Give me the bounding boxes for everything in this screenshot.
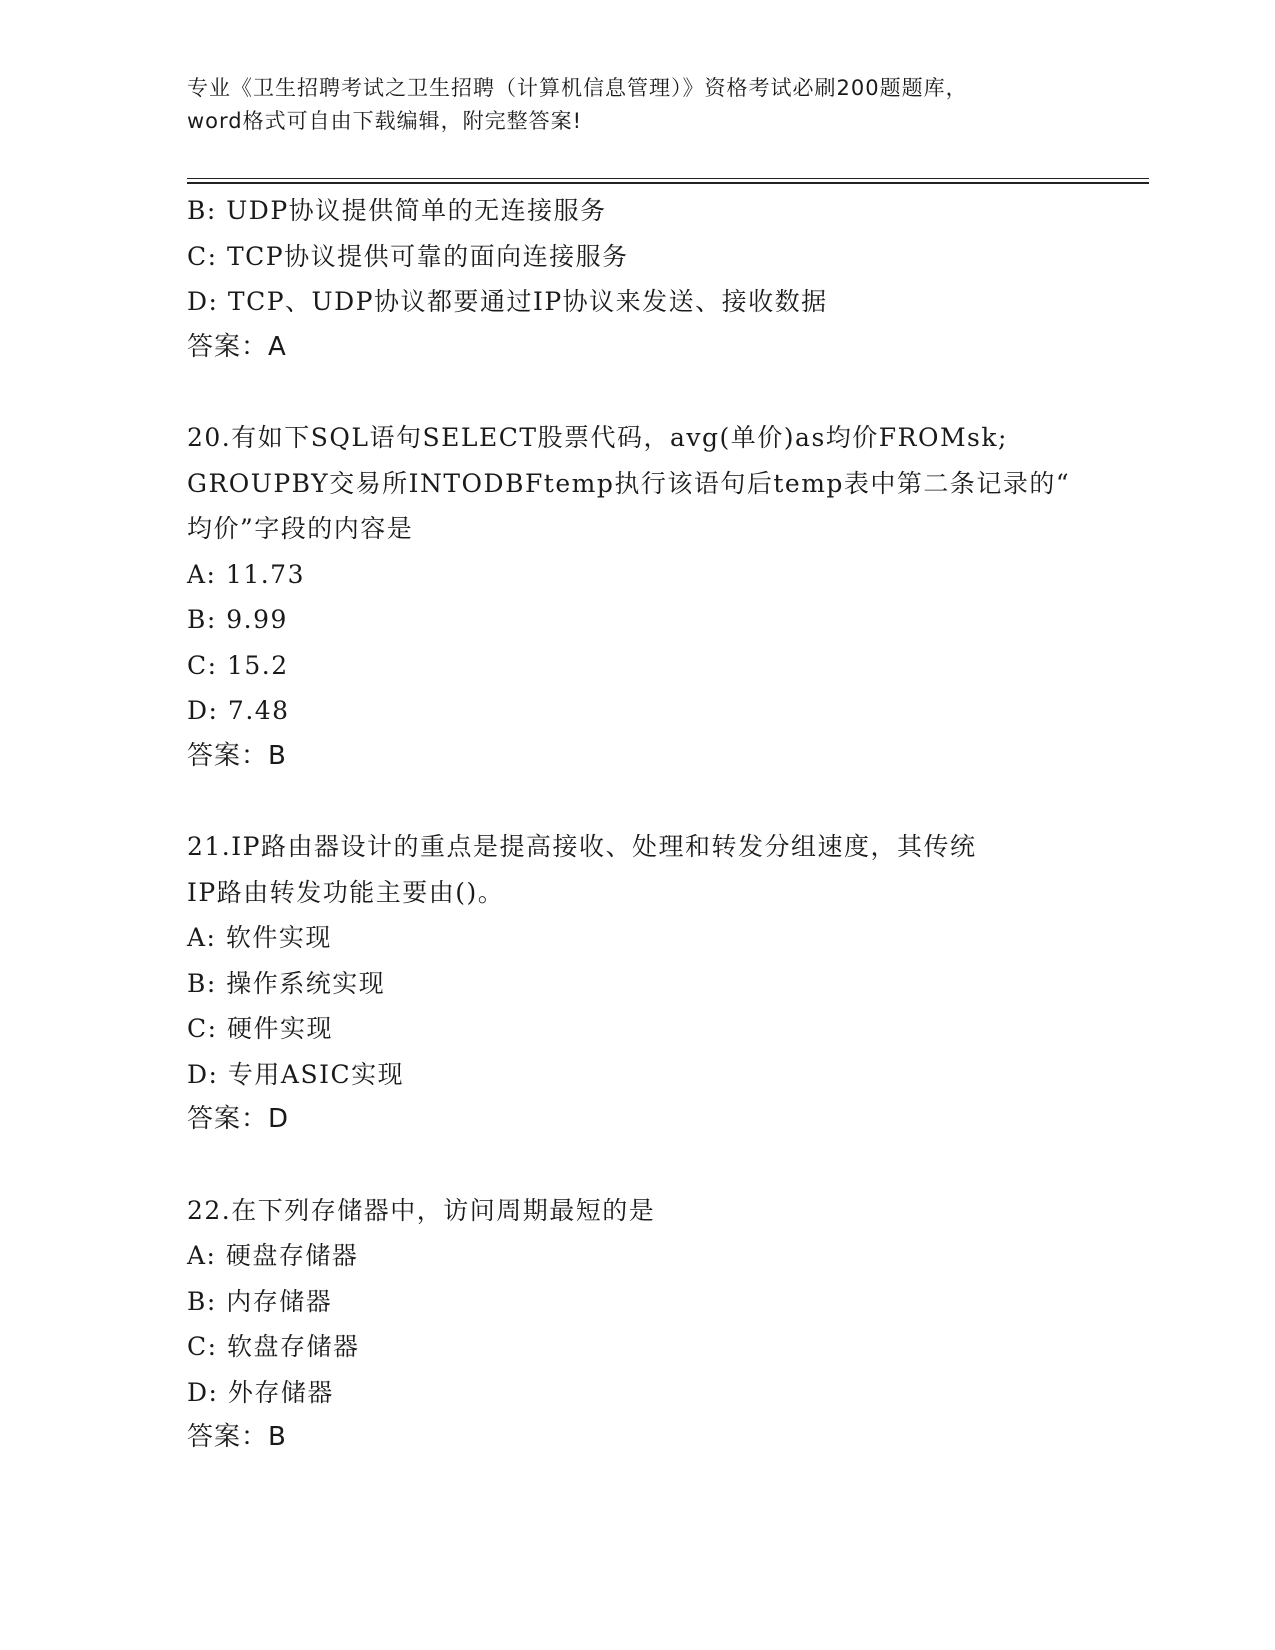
question-stem: IP路由转发功能主要由()。 xyxy=(187,877,505,907)
option-d: D: 专用ASIC实现 xyxy=(187,1059,405,1089)
option-c: C: 硬件实现 xyxy=(187,1014,333,1043)
option-d: D: TCP、UDP协议都要通过IP协议来发送、接收数据 xyxy=(187,287,828,316)
option-a: A: 11.73 xyxy=(187,559,305,589)
answer-line: 答案：B xyxy=(187,1422,287,1452)
question-stem: 21.IP路由器设计的重点是提高接收、处理和转发分组速度，其传统 xyxy=(187,832,977,861)
document-header xyxy=(187,72,1087,138)
question-stem: 20.有如下SQL语句SELECT股票代码，avg(单价)as均价FROMsk; xyxy=(187,423,1008,452)
option-c: C: TCP协议提供可靠的面向连接服务 xyxy=(187,241,629,271)
question-block xyxy=(187,415,1087,779)
header-divider-thin xyxy=(187,178,1149,179)
question-stem: 均价”字段的内容是 xyxy=(187,514,414,543)
option-a: A: 软件实现 xyxy=(187,923,332,952)
option-c: C: 软盘存储器 xyxy=(187,1332,360,1361)
block-spacer xyxy=(187,779,1087,824)
block-spacer xyxy=(187,1143,1087,1188)
question-block xyxy=(187,188,1087,370)
option-b: B: 操作系统实现 xyxy=(187,968,386,998)
answer-line: 答案：D xyxy=(187,1104,290,1134)
question-stem: 22.在下列存储器中，访问周期最短的是 xyxy=(187,1195,656,1225)
header-line-1: 专业《卫生招聘考试之卫生招聘（计算机信息管理）》资格考试必刷200题题库， xyxy=(187,76,968,100)
option-b: B: UDP协议提供简单的无连接服务 xyxy=(187,196,607,225)
question-list xyxy=(187,188,1087,1461)
option-b: B: 内存储器 xyxy=(187,1286,333,1316)
question-block xyxy=(187,1188,1087,1461)
question-stem: GROUPBY交易所INTODBFtemp执行该语句后temp表中第二条记录的“ xyxy=(187,468,1071,498)
option-b: B: 9.99 xyxy=(187,605,288,634)
answer-line: 答案：A xyxy=(187,331,287,362)
option-a: A: 硬盘存储器 xyxy=(187,1241,359,1270)
option-d: D: 7.48 xyxy=(187,696,290,725)
option-d: D: 外存储器 xyxy=(187,1377,334,1407)
option-c: C: 15.2 xyxy=(187,650,289,680)
header-divider-thick xyxy=(187,182,1149,184)
answer-line: 答案：B xyxy=(187,740,287,771)
block-spacer xyxy=(187,370,1087,415)
question-block xyxy=(187,824,1087,1143)
header-line-2: word格式可自由下载编辑，附完整答案! xyxy=(187,109,583,133)
